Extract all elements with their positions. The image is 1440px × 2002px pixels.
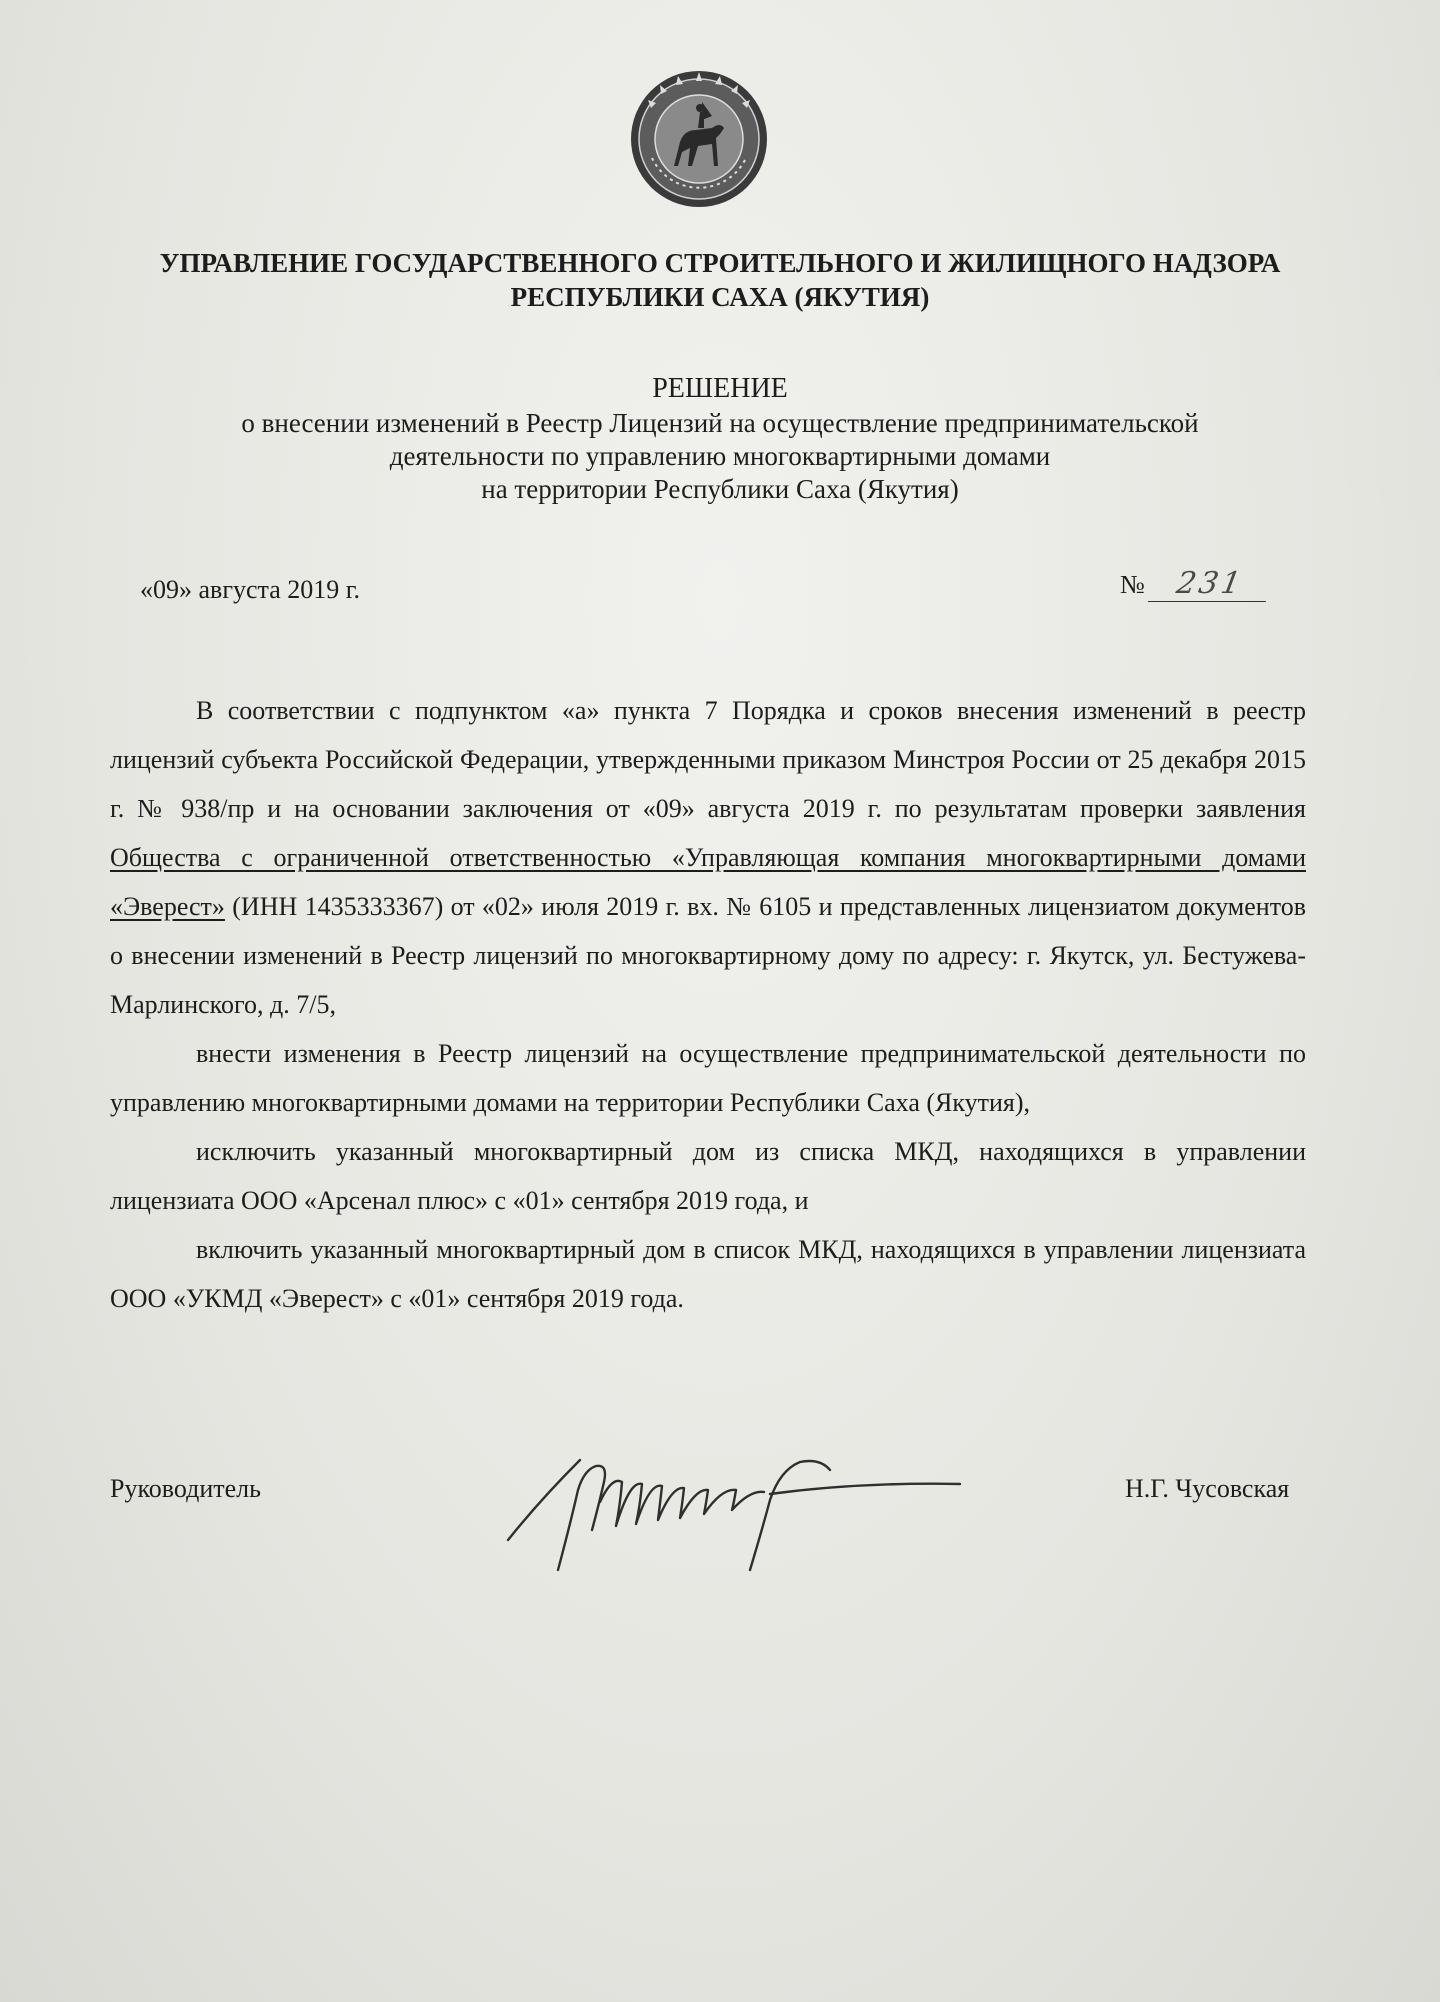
document-body xyxy=(110,686,1306,1323)
document-title xyxy=(120,372,1320,506)
paragraph-basis-part-2: (ИНН 1435333367) от «02» июля 2019 г. вх. № 6105 и представленных лицензиатом документов о внесении изменений в Реестр лицензий по многоквартирному дому по адресу: г. Якутск, ул. Бестужева-Марлинского, д. 7/5, xyxy=(110,892,1306,1019)
paragraph-include: включить указанный многоквартирный дом в список МКД, находящихся в управлении лицензиата ООО «УКМД «Эверест» с «01» сентября 2019 года. xyxy=(110,1235,1306,1313)
signer-position: Руководитель xyxy=(110,1474,261,1503)
number-label: № xyxy=(1120,570,1145,599)
document-number xyxy=(1120,566,1269,602)
coat-of-arms-icon xyxy=(628,68,770,210)
handwritten-signature xyxy=(500,1430,1000,1590)
title-line-1: о внесении изменений в Реестр Лицензий на осуществление предпринимательской xyxy=(241,408,1199,438)
document-kind: РЕШЕНИЕ xyxy=(652,373,788,404)
document-date: «09» августа 2019 г. xyxy=(140,575,360,604)
agency-name xyxy=(120,246,1320,314)
number-value: 231 xyxy=(1148,566,1272,602)
title-line-3: на территории Республики Саха (Якутия) xyxy=(481,474,959,504)
title-line-2: деятельности по управлению многоквартирными домами xyxy=(389,441,1051,471)
company-name: Общества с ограниченной ответственностью «Управляющая компания многоквартирными домами «Эверест» xyxy=(110,843,1306,921)
paragraph-basis-part-1: В соответствии с подпунктом «а» пункта 7 Порядка и сроков внесения изменений в реестр лицензий субъекта Российской Федерации, утвержденными приказом Минстроя России от 25 декабря 2015 г. № 938/пр и на основании заключения от «09» августа 2019 г. по результатам проверки заявления xyxy=(110,696,1306,823)
paragraph-amend: внести изменения в Реестр лицензий на осуществление предпринимательской деятельности по управлению многоквартирными домами на территории Республики Саха (Якутия), xyxy=(110,1039,1306,1117)
agency-line-2: РЕСПУБЛИКИ САХА (ЯКУТИЯ) xyxy=(510,282,930,312)
agency-line-1: УПРАВЛЕНИЕ ГОСУДАРСТВЕННОГО СТРОИТЕЛЬНОГО И ЖИЛИЩНОГО НАДЗОРА xyxy=(159,248,1281,278)
signer-name: Н.Г. Чусовская xyxy=(1125,1474,1290,1503)
paragraph-basis xyxy=(110,686,1306,1029)
paragraph-exclude: исключить указанный многоквартирный дом из списка МКД, находящихся в управлении лицензиата ООО «Арсенал плюс» с «01» сентября 2019 года, и xyxy=(110,1137,1306,1215)
